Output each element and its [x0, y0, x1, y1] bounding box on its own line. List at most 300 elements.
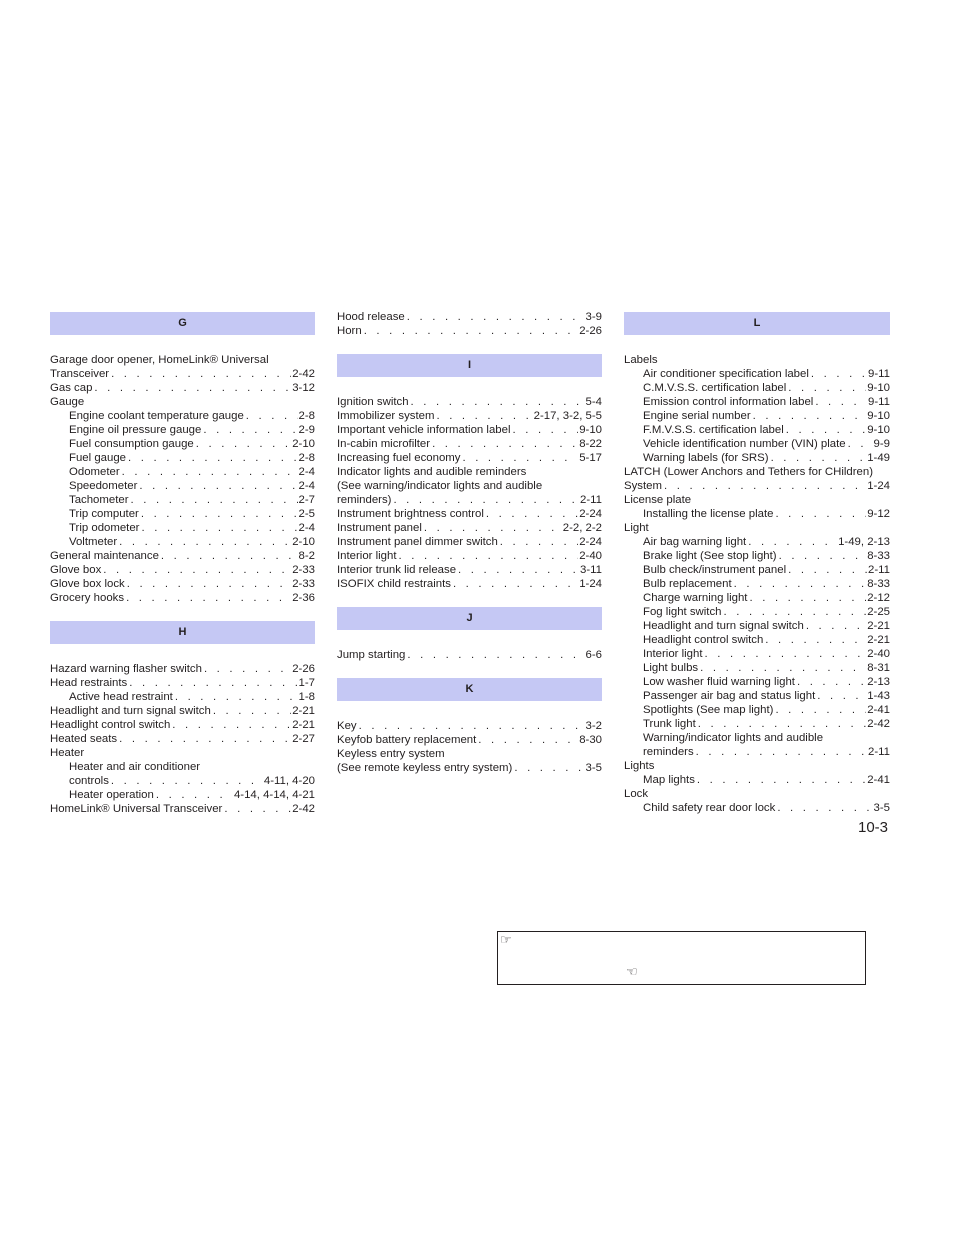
index-entry[interactable] — [337, 761, 602, 775]
dot-leader — [393, 493, 579, 507]
dot-leader — [777, 801, 872, 815]
index-subentry[interactable] — [624, 437, 890, 451]
index-entry — [337, 465, 602, 479]
index-entry[interactable] — [50, 577, 315, 591]
dot-leader — [129, 676, 297, 690]
index-subentry[interactable] — [624, 661, 890, 675]
section-header: G — [50, 312, 315, 335]
entry-term: Spotlights (See map light) — [643, 704, 774, 716]
entry-term: Speedometer — [69, 480, 138, 492]
page-reference[interactable]: 2-33 — [292, 564, 315, 576]
page-reference[interactable]: 2-24 — [579, 508, 602, 520]
dot-leader — [512, 423, 578, 437]
dot-leader — [797, 675, 866, 689]
dot-leader — [696, 745, 867, 759]
index-subentry — [624, 731, 890, 745]
dot-leader — [453, 577, 578, 591]
page-reference[interactable]: 6-6 — [585, 649, 602, 661]
page-reference[interactable]: 2-4 — [298, 466, 315, 478]
index-subentry[interactable] — [624, 563, 890, 577]
page-reference[interactable]: 9-10 — [867, 410, 890, 422]
entry-term: Instrument panel dimmer switch — [337, 536, 498, 548]
dot-leader — [131, 493, 298, 507]
entry-term: Gas cap — [50, 382, 93, 394]
dot-leader — [815, 395, 867, 409]
entry-term: C.M.V.S.S. certification label — [643, 382, 787, 394]
entry-term: Lights — [624, 760, 655, 772]
dot-leader — [196, 437, 291, 451]
entry-term: Interior light — [643, 648, 703, 660]
page-reference[interactable]: 2-41 — [867, 774, 890, 786]
entry-term: Vehicle identification number (VIN) plate — [643, 438, 846, 450]
index-entry[interactable] — [624, 479, 890, 493]
index-subentry[interactable] — [50, 521, 315, 535]
page-reference[interactable]: 1-49, 2-13 — [838, 536, 890, 548]
dot-leader — [141, 521, 297, 535]
entry-term: Light — [624, 522, 649, 534]
section-gap — [50, 605, 315, 619]
index-entry — [50, 395, 315, 409]
index-entry — [50, 353, 315, 367]
index-subentry[interactable] — [624, 605, 890, 619]
entry-term: Air conditioner specification label — [643, 368, 809, 380]
dot-leader — [161, 549, 298, 563]
page-reference[interactable]: 8-30 — [579, 734, 602, 746]
page-reference[interactable]: 2-2, 2-2 — [562, 522, 602, 534]
page-reference[interactable]: 1-49 — [867, 452, 890, 464]
index-subentry[interactable] — [624, 577, 890, 591]
section-gap — [337, 591, 602, 605]
entry-term: Headlight and turn signal switch — [50, 705, 211, 717]
index-entry[interactable] — [337, 535, 602, 549]
entry-term: Lock — [624, 788, 649, 800]
page-reference[interactable]: 2-26 — [579, 325, 602, 337]
dot-leader — [407, 648, 584, 662]
index-entry[interactable] — [337, 563, 602, 577]
index-entry — [337, 479, 602, 493]
dot-leader — [246, 409, 298, 423]
dot-leader — [128, 451, 298, 465]
page-reference[interactable]: 2-40 — [579, 550, 602, 562]
entry-term: Bulb check/instrument panel — [643, 564, 787, 576]
index-subentry[interactable] — [624, 591, 890, 605]
entry-term: Important vehicle information label — [337, 424, 511, 436]
entry-term: Warning/indicator lights and audible — [643, 732, 824, 744]
entry-term: Keyfob battery replacement — [337, 734, 477, 746]
entry-term: License plate — [624, 494, 692, 506]
entry-term: Light bulbs — [643, 662, 699, 674]
page-number: 10-3 — [858, 819, 889, 836]
section-header: K — [337, 678, 602, 701]
page-reference[interactable]: 2-10 — [292, 536, 315, 548]
index-subentry[interactable] — [50, 774, 315, 788]
dot-leader — [806, 619, 866, 633]
index-entry[interactable] — [50, 704, 315, 718]
entry-term: Hazard warning flasher switch — [50, 663, 202, 675]
dot-leader — [705, 647, 867, 661]
page-reference[interactable]: 9-11 — [868, 368, 890, 380]
page-reference[interactable]: 2-42 — [292, 803, 315, 815]
page-reference[interactable]: 2-11 — [580, 494, 602, 506]
dot-leader — [486, 507, 578, 521]
dot-leader — [734, 577, 867, 591]
page-reference[interactable]: 1-24 — [867, 480, 890, 492]
dot-leader — [127, 577, 291, 591]
index-subentry[interactable] — [624, 689, 890, 703]
page-reference[interactable]: 9-9 — [873, 438, 890, 450]
page-reference[interactable]: 2-9 — [298, 424, 315, 436]
dot-leader — [175, 690, 298, 704]
index-entry — [624, 465, 890, 479]
page-reference[interactable]: 3-12 — [292, 382, 315, 394]
index-subentry[interactable] — [50, 535, 315, 549]
index-subentry[interactable] — [624, 647, 890, 661]
dot-leader — [697, 773, 866, 787]
index-entry[interactable] — [50, 802, 315, 816]
page-reference[interactable]: 2-40 — [867, 648, 890, 660]
dot-leader — [724, 605, 867, 619]
entry-term: Glove box — [50, 564, 102, 576]
index-entry[interactable] — [337, 577, 602, 591]
index-entry[interactable] — [337, 451, 602, 465]
entry-term: Jump starting — [337, 649, 406, 661]
index-entry[interactable] — [50, 563, 315, 577]
entry-term: Odometer — [69, 466, 120, 478]
index-entry[interactable] — [337, 409, 602, 423]
index-entry[interactable] — [337, 310, 602, 324]
dot-leader — [775, 507, 866, 521]
dot-leader — [775, 703, 866, 717]
entry-term: Trip computer — [69, 508, 139, 520]
entry-term: Tachometer — [69, 494, 129, 506]
entry-term: Trunk light — [643, 718, 696, 730]
index-entry[interactable] — [337, 437, 602, 451]
entry-term: LATCH (Lower Anchors and Tethers for CHildren) — [624, 466, 874, 478]
page-reference[interactable]: 2-42 — [867, 718, 890, 730]
entry-term: Instrument brightness control — [337, 508, 484, 520]
entry-term: Garage door opener, HomeLink® Universal — [50, 354, 269, 366]
index-subentry[interactable] — [624, 395, 890, 409]
page-reference[interactable]: 9-10 — [867, 382, 890, 394]
entry-term: Active head restraint — [69, 691, 173, 703]
note-box — [497, 931, 866, 985]
index-column-2 — [337, 310, 602, 775]
index-subentry[interactable] — [50, 788, 315, 802]
dot-leader — [172, 718, 291, 732]
entry-term: (See warning/indicator lights and audible — [337, 480, 543, 492]
entry-term: Horn — [337, 325, 362, 337]
page-reference[interactable]: 2-21 — [292, 705, 315, 717]
index-subentry[interactable] — [50, 479, 315, 493]
page-reference[interactable]: 1-7 — [298, 677, 315, 689]
dot-leader — [749, 591, 866, 605]
page-reference[interactable]: 2-13 — [867, 676, 890, 688]
section-gap — [337, 338, 602, 352]
page-reference[interactable]: 2-36 — [292, 592, 315, 604]
section-gap — [337, 662, 602, 676]
page-reference[interactable]: 2-21 — [292, 719, 315, 731]
dot-leader — [698, 717, 866, 731]
dot-leader — [213, 704, 291, 718]
page-reference[interactable]: 8-22 — [579, 438, 602, 450]
dot-leader — [224, 802, 291, 816]
page-reference[interactable]: 3-5 — [585, 762, 602, 774]
page-reference[interactable]: 2-4 — [298, 522, 315, 534]
entry-term: reminders) — [337, 494, 392, 506]
index-entry[interactable] — [337, 507, 602, 521]
entry-term: Engine coolant temperature gauge — [69, 410, 244, 422]
index-subentry[interactable] — [50, 493, 315, 507]
section-header: L — [624, 312, 890, 335]
index-subentry[interactable] — [50, 409, 315, 423]
dot-leader — [111, 774, 263, 788]
index-subentry[interactable] — [624, 675, 890, 689]
dot-leader — [141, 507, 298, 521]
page-reference[interactable]: 2-8 — [298, 452, 315, 464]
index-subentry[interactable] — [624, 409, 890, 423]
section-header: J — [337, 607, 602, 630]
page-reference[interactable]: 2-33 — [292, 578, 315, 590]
index-subentry[interactable] — [50, 507, 315, 521]
entry-term: HomeLink® Universal Transceiver — [50, 803, 223, 815]
page-reference[interactable]: 2-12 — [867, 592, 890, 604]
index-entry[interactable] — [50, 367, 315, 381]
index-entry[interactable] — [337, 423, 602, 437]
index-subentry[interactable] — [624, 549, 890, 563]
page-reference[interactable]: 2-41 — [867, 704, 890, 716]
entry-term: Headlight control switch — [50, 719, 171, 731]
page-reference[interactable]: 8-2 — [298, 550, 315, 562]
dot-leader — [771, 451, 867, 465]
index-subentry[interactable] — [50, 437, 315, 451]
entry-term: Heater operation — [69, 789, 154, 801]
index-entry — [624, 521, 890, 535]
entry-term: Voltmeter — [69, 536, 118, 548]
section-header: H — [50, 621, 315, 644]
entry-term: Heated seats — [50, 733, 118, 745]
index-subentry[interactable] — [624, 801, 890, 815]
entry-term: Fog light switch — [643, 606, 722, 618]
dot-leader — [411, 395, 585, 409]
dot-leader — [817, 689, 866, 703]
dot-leader — [436, 409, 532, 423]
entry-term: Grocery hooks — [50, 592, 125, 604]
page-reference[interactable]: 2-11 — [868, 746, 890, 758]
page-reference[interactable]: 2-8 — [298, 410, 315, 422]
page-reference[interactable]: 3-9 — [585, 311, 602, 323]
index-subentry[interactable] — [50, 423, 315, 437]
page-reference[interactable]: 2-21 — [867, 634, 890, 646]
entry-term: Air bag warning light — [643, 536, 747, 548]
page-reference[interactable]: 2-4 — [298, 480, 315, 492]
entry-term: Brake light (See stop light) — [643, 550, 777, 562]
page-reference[interactable]: 9-10 — [579, 424, 602, 436]
dot-leader — [156, 788, 233, 802]
dot-leader — [103, 563, 291, 577]
index-entry[interactable] — [337, 493, 602, 507]
page-reference[interactable]: 1-43 — [867, 690, 890, 702]
page-reference[interactable]: 2-42 — [292, 368, 315, 380]
page-reference[interactable]: 5-17 — [579, 452, 602, 464]
entry-term: Headlight control switch — [643, 634, 764, 646]
index-subentry[interactable] — [624, 367, 890, 381]
dot-leader — [779, 549, 867, 563]
index-subentry[interactable] — [624, 423, 890, 437]
dot-leader — [119, 535, 291, 549]
entry-term: Ignition switch — [337, 396, 409, 408]
dot-leader — [514, 761, 584, 775]
entry-term: Transceiver — [50, 368, 110, 380]
pointing-hand-icon: ☜ — [626, 964, 638, 979]
index-entry[interactable] — [337, 549, 602, 563]
dot-leader — [788, 563, 867, 577]
entry-term: Hood release — [337, 311, 405, 323]
dot-leader — [848, 437, 873, 451]
index-entry[interactable] — [337, 324, 602, 338]
entry-term: Engine oil pressure gauge — [69, 424, 202, 436]
page-reference[interactable]: 2-17, 3-2, 5-5 — [533, 410, 602, 422]
page-reference[interactable]: 2-21 — [867, 620, 890, 632]
dot-leader — [500, 535, 578, 549]
index-subentry[interactable] — [624, 773, 890, 787]
page-reference[interactable]: 9-10 — [867, 424, 890, 436]
index-entry — [337, 747, 602, 761]
dot-leader — [111, 367, 291, 381]
entry-term: Heater and air conditioner — [69, 761, 201, 773]
dot-leader — [432, 437, 578, 451]
page-reference[interactable]: 3-5 — [873, 802, 890, 814]
index-entry[interactable] — [337, 521, 602, 535]
dot-leader — [748, 535, 837, 549]
page-reference[interactable]: 8-31 — [867, 662, 890, 674]
entry-term: Labels — [624, 354, 658, 366]
entry-term: Interior light — [337, 550, 397, 562]
entry-term: ISOFIX child restraints — [337, 578, 451, 590]
pointing-hand-icon: ☞ — [500, 932, 512, 947]
entry-term: Installing the license plate — [643, 508, 774, 520]
page-reference[interactable]: 8-33 — [867, 578, 890, 590]
entry-term: In-cabin microfilter — [337, 438, 431, 450]
dot-leader — [700, 661, 866, 675]
page-reference[interactable]: 4-11, 4-20 — [263, 775, 315, 787]
index-entry[interactable] — [50, 676, 315, 690]
index-entry[interactable] — [50, 732, 315, 746]
index-subentry[interactable] — [50, 690, 315, 704]
index-entry[interactable] — [337, 733, 602, 747]
index-entry[interactable] — [337, 648, 602, 662]
dot-leader — [786, 423, 866, 437]
entry-term: Glove box lock — [50, 578, 125, 590]
dot-leader — [94, 381, 291, 395]
dot-leader — [458, 563, 579, 577]
index-subentry[interactable] — [50, 451, 315, 465]
page-reference[interactable]: 5-4 — [585, 396, 602, 408]
entry-term: Interior trunk lid release — [337, 564, 457, 576]
entry-term: Indicator lights and audible reminders — [337, 466, 527, 478]
index-entry[interactable] — [50, 718, 315, 732]
index-entry[interactable] — [50, 662, 315, 676]
entry-term: Head restraints — [50, 677, 128, 689]
entry-term: Fuel consumption gauge — [69, 438, 194, 450]
entry-term: Fuel gauge — [69, 452, 126, 464]
page-reference[interactable]: 8-33 — [867, 550, 890, 562]
page-reference[interactable]: 3-2 — [585, 720, 602, 732]
index-subentry[interactable] — [624, 633, 890, 647]
dot-leader — [122, 465, 298, 479]
page-reference[interactable]: 2-24 — [579, 536, 602, 548]
page-reference[interactable]: 1-24 — [579, 578, 602, 590]
entry-term: Passenger air bag and status light — [643, 690, 816, 702]
page-reference[interactable]: 9-11 — [868, 396, 890, 408]
entry-term: Map lights — [643, 774, 695, 786]
entry-term: controls — [69, 775, 109, 787]
dot-leader — [359, 719, 585, 733]
index-entry[interactable] — [50, 381, 315, 395]
index-subentry[interactable] — [624, 745, 890, 759]
dot-leader — [462, 451, 578, 465]
index-subentry[interactable] — [624, 507, 890, 521]
entry-term: General maintenance — [50, 550, 159, 562]
index-subentry[interactable] — [624, 619, 890, 633]
index-entry[interactable] — [337, 719, 602, 733]
page-reference[interactable]: 2-11 — [868, 564, 890, 576]
page-reference[interactable]: 4-14, 4-14, 4-21 — [233, 789, 315, 801]
index-subentry[interactable] — [624, 451, 890, 465]
page-reference[interactable]: 2-26 — [292, 663, 315, 675]
entry-term: Emission control information label — [643, 396, 814, 408]
page-reference[interactable]: 2-5 — [298, 508, 315, 520]
page-reference[interactable]: 9-12 — [867, 508, 890, 520]
dot-leader — [753, 409, 867, 423]
index-entry[interactable] — [50, 549, 315, 563]
page-reference[interactable]: 2-10 — [292, 438, 315, 450]
entry-term: Heater — [50, 747, 85, 759]
dot-leader — [203, 423, 297, 437]
index-subentry — [50, 760, 315, 774]
entry-term: reminders — [643, 746, 694, 758]
entry-term: System — [624, 480, 662, 492]
dot-leader — [664, 479, 866, 493]
page-reference[interactable]: 3-11 — [580, 564, 602, 576]
page-reference[interactable]: 2-7 — [298, 494, 315, 506]
index-entry — [624, 787, 890, 801]
index-column-1 — [50, 310, 315, 816]
page-reference[interactable]: 1-8 — [298, 691, 315, 703]
index-entry[interactable] — [337, 395, 602, 409]
entry-term: Immobilizer system — [337, 410, 435, 422]
index-subentry[interactable] — [624, 381, 890, 395]
entry-term: Instrument panel — [337, 522, 422, 534]
entry-term: Bulb replacement — [643, 578, 732, 590]
entry-term: Child safety rear door lock — [643, 802, 776, 814]
index-entry[interactable] — [50, 591, 315, 605]
dot-leader — [407, 310, 585, 324]
entry-term: Warning labels (for SRS) — [643, 452, 769, 464]
index-entry — [624, 759, 890, 773]
dot-leader — [765, 633, 866, 647]
index-subentry[interactable] — [50, 465, 315, 479]
page-reference[interactable]: 2-25 — [867, 606, 890, 618]
index-subentry[interactable] — [624, 703, 890, 717]
index-subentry[interactable] — [624, 535, 890, 549]
dot-leader — [399, 549, 579, 563]
index-subentry[interactable] — [624, 717, 890, 731]
page-reference[interactable]: 2-27 — [292, 733, 315, 745]
entry-term: Trip odometer — [69, 522, 140, 534]
entry-term: Increasing fuel economy — [337, 452, 461, 464]
index-entry — [624, 493, 890, 507]
dot-leader — [119, 732, 291, 746]
